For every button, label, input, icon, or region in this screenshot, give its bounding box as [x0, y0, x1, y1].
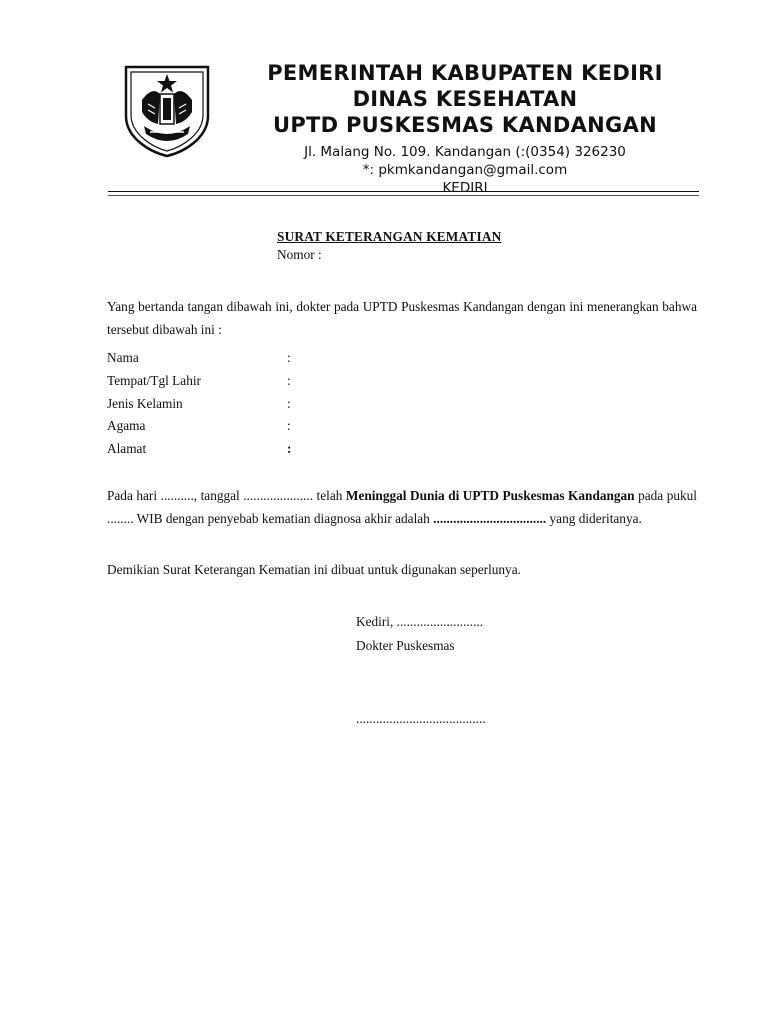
signature-line: .......................................	[356, 711, 486, 726]
letterhead-unit: UPTD PUSKESMAS KANDANGAN	[272, 113, 658, 137]
letterhead-government: PEMERINTAH KABUPATEN KEDIRI	[267, 61, 663, 85]
place-date: Kediri, ..........................	[356, 614, 484, 629]
death-statement-paragraph	[107, 484, 697, 530]
letterhead-divider	[108, 191, 699, 192]
statement-bold-place: Meninggal Dunia di UPTD Puskesmas Kandangan	[345, 488, 635, 503]
field-label-gender: Jenis Kelamin	[107, 396, 183, 411]
field-separator: :	[287, 350, 291, 365]
letterhead	[230, 60, 700, 197]
letterhead-city: KEDIRI	[442, 180, 488, 196]
statement-text: pada pukul ........ WIB dengan penyebab kematian diagnosa akhir adalah	[107, 488, 697, 526]
closing-sentence: Demikian Surat Keterangan Kematian ini dibuat untuk digunakan seperlunya.	[107, 562, 521, 577]
signer-title: Dokter Puskesmas	[356, 638, 455, 653]
statement-text: yang dideritanya.	[546, 511, 642, 526]
letterhead-divider-thin	[108, 195, 699, 196]
field-label-religion: Agama	[107, 418, 146, 433]
letterhead-address: Jl. Malang No. 109. Kandangan (:(0354) 326230	[304, 144, 626, 160]
letter-title: SURAT KETERANGAN KEMATIAN	[277, 229, 502, 244]
intro-paragraph: Yang bertanda tangan dibawah ini, dokter pada UPTD Puskesmas Kandangan dengan ini menerangkan bahwa tersebut dibawah ini :	[107, 299, 697, 337]
field-separator: :	[287, 441, 292, 456]
letterhead-agency: DINAS KESEHATAN	[352, 87, 578, 111]
field-separator: :	[287, 373, 291, 388]
field-label-name: Nama	[107, 350, 139, 365]
field-label-address: Alamat	[107, 441, 147, 456]
statement-text: Pada hari .........., tanggal ..................... telah	[107, 488, 346, 503]
kediri-coat-of-arms-logo	[122, 64, 212, 158]
letter-number: Nomor :	[277, 247, 322, 262]
letterhead-email: *: pkmkandangan@gmail.com	[362, 162, 568, 178]
field-label-birth: Tempat/Tgl Lahir	[107, 373, 201, 388]
statement-bold-diagnosis: ..................................	[433, 511, 547, 526]
field-separator: :	[287, 396, 291, 411]
field-separator: :	[287, 418, 291, 433]
